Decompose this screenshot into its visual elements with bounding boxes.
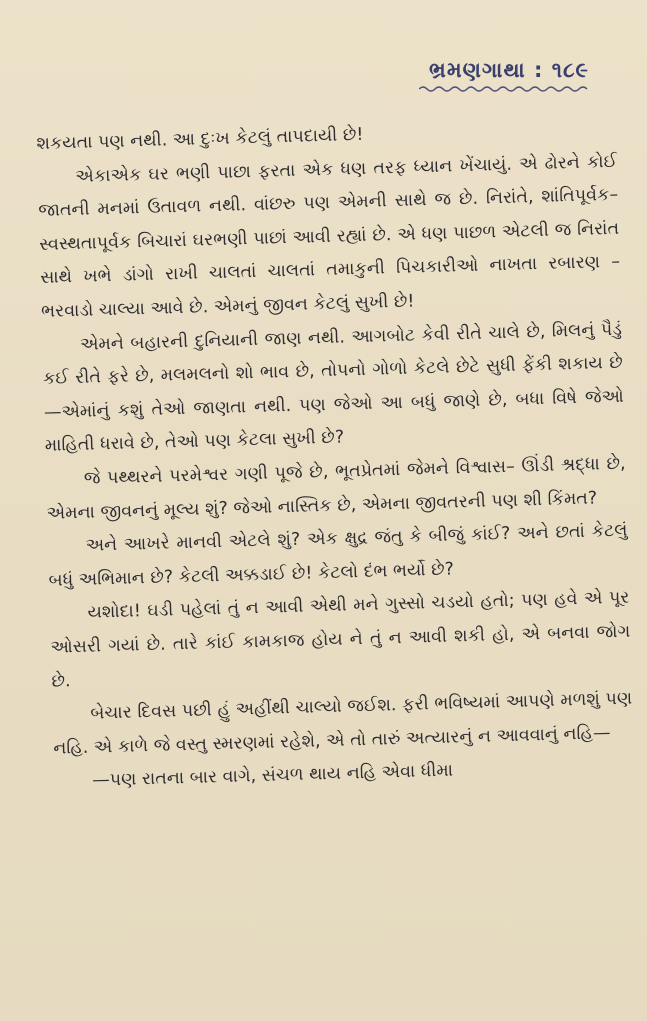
paragraph: જે પથ્થરને પરમેશ્વર ગણી પૂજે છે, ભૂતપ્રેતમાં જેમને વિશ્વાસ– ઊંડી શ્રદ્ધા છે, એમના જીવનનું મૂલ્ય શું? જેઓ નાસ્તિક છે, એમના જીવતરની પણ શી કિંમત? xyxy=(46,453,626,524)
paragraph: એકાએક ઘર ભણી પાછા ફરતા એક ધણ તરફ ધ્યાન ખેંચાયું. એ ઢોરને કોઈ જાતની મનમાં ઉતાવળ નથી. વાંછરુ પણ એમની સાથે જ છે. નિરાંતે, શાંતિપૂર્વક–સ્વસ્થતાપૂર્વક બિચારાં ઘરભણી પાછાં આવી રહ્યાં છે. એ ધણ પાછળ એટલી જ નિરાંત સાથે ખભે ડાંગો રાખી ચાલતાં ચાલતાં તમાકુની પિચકારીઓ નાખતા રબારણ – ભરવાડો ચાલ્યા આવે છે. એમનું જીવન કેટલું સુખી છે! xyxy=(38,151,621,322)
paragraph: અને આખરે માનવી એટલે શું? એક ક્ષુદ્ર જંતુ કે બીજું કાંઈ? અને છતાં કેટલું બધું અભિમાન છે? કેટલી અક્કડાઈ છે! કેટલો દંભ ભર્યો છે? xyxy=(48,520,628,591)
paragraph: શકયતા પણ નથી. આ દુઃખ કેટલું તાપદાયી છે! xyxy=(36,124,364,154)
running-head xyxy=(419,58,589,93)
paragraph: બેચાર દિવસ પછી હું અહીંથી ચાલ્યો જઈશ. ફરી ભવિષ્યમાં આપણે મળશું પણ નહિ. એ કાળે જે વસ્તુ સ્મરણમાં રહેશે, એ તો તારું અત્યારનું ન આવવાનું નહિ— xyxy=(53,688,633,759)
body-text xyxy=(36,112,635,800)
paragraph: એમને બહારની દુનિયાની જાણ નથી. આગબોટ કેવી રીતે ચાલે છે, મિલનું પૈડું કઈ રીતે ફરે છે, મલમલનો શો ભાવ છે, તોપનો ગોળો કેટલે છેટે સુધી ફેંકી શકાય છે—એમાંનું કશું તેઓ જાણતા નથી. પણ જેઓ આ બધું જાણે છે, બધા વિષે જેઓ માહિતી ધરાવે છે, તેઓ પણ કેટલા સુખી છે? xyxy=(42,319,625,457)
paragraph: યશોદા! ઘડી પહેલાં તું ન આવી એથી મને ગુસ્સો ચડયો હતો; પણ હવે એ પૂર ઓસરી ગયાં છે. તારે કાંઈ કામકાજ હોય ને તું ન આવી શકી હો, એ બનવા જોગ છે. xyxy=(50,587,631,692)
running-head-title: ભ્રમણગાથા : ૧૮૯ xyxy=(429,58,589,82)
paragraph: —પણ રાતના બાર વાગે, સંચળ થાય નહિ એવા ધીમા xyxy=(91,760,454,791)
wavy-underline-ornament xyxy=(419,85,589,93)
